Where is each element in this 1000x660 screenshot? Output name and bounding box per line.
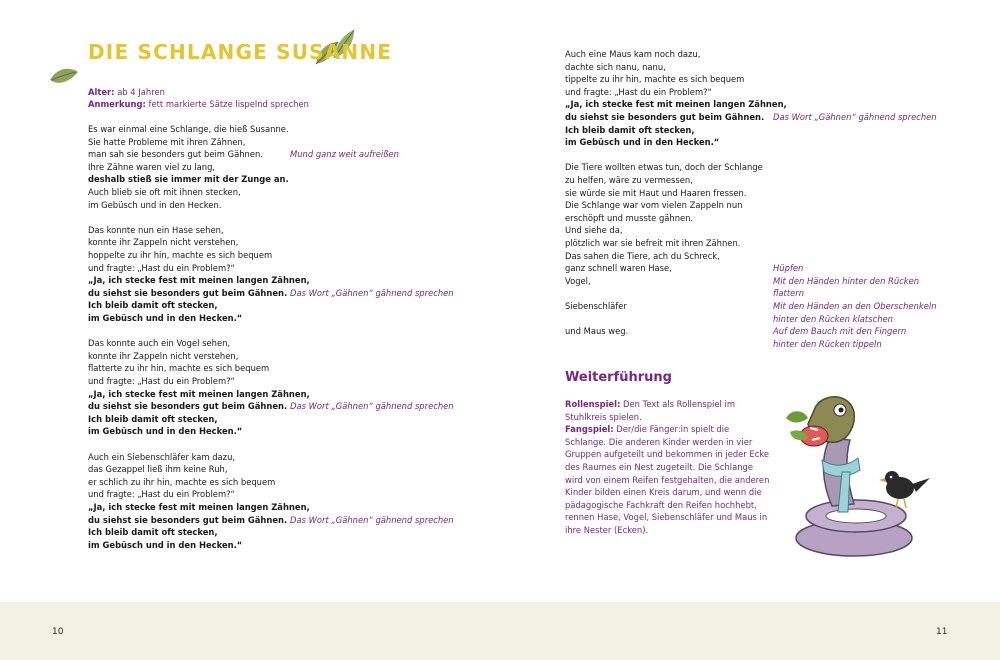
poem-line xyxy=(88,488,310,501)
snake-bird-illustration xyxy=(782,388,942,563)
age-value: ab 4 Jahren xyxy=(117,87,165,97)
poem-line-text: „Ja, ich stecke fest mit meinen langen Zähnen, xyxy=(88,388,310,399)
poem-line-text: deshalb stieß sie immer mit der Zunge an. xyxy=(88,174,289,185)
poem-line-text: du siehst sie besonders gut beim Gähnen. xyxy=(565,111,765,122)
poem-line-text: das Gezappel ließ ihm keine Ruh, xyxy=(88,464,228,475)
poem-line-text: konnte ihr Zappeln nicht verstehen, xyxy=(88,350,239,361)
poem-line-text: Das konnte auch ein Vogel sehen, xyxy=(88,338,231,349)
stage-direction: Mit den Händen an den Oberschenkeln xyxy=(773,301,937,311)
poem-line-text: Das sahen die Tiere, ach du Schreck, xyxy=(565,250,720,261)
note-value: fett markierte Sätze lispelnd sprechen xyxy=(148,99,309,109)
poem-line-text: Das konnte nun ein Hase sehen, xyxy=(88,224,224,235)
stage-direction: Das Wort „Gähnen“ gähnend sprechen xyxy=(773,112,937,122)
poem-line xyxy=(88,161,289,174)
poem-line xyxy=(565,313,763,326)
poem-line xyxy=(565,250,763,263)
poem-line-text: „Ja, ich stecke fest mit meinen langen Zähnen, xyxy=(88,275,310,286)
poem-line-text: zu helfen, wäre zu vermessen, xyxy=(565,174,693,185)
age-line xyxy=(88,86,165,98)
poem-line-text: im Gebüsch und in den Hecken.“ xyxy=(565,137,720,148)
poem-line xyxy=(88,262,310,275)
stage-direction: hinter den Rücken tippeln xyxy=(773,338,882,349)
poem-line-text: Siebenschläfer xyxy=(565,300,627,311)
page-title: DIE SCHLANGE SUSANNE xyxy=(88,40,393,64)
poem-line xyxy=(565,212,763,225)
poem-line-text: Es war einmal eine Schlange, die hieß Susanne. xyxy=(88,124,289,134)
poem-line xyxy=(565,187,763,200)
poem-line xyxy=(565,111,787,124)
poem-line-text: „Ja, ich stecke fest mit meinen langen Zähnen, xyxy=(565,99,787,110)
poem-line-text: hoppelte zu ihr hin, machte es sich bequem xyxy=(88,249,273,260)
poem-line xyxy=(565,338,763,351)
poem-line xyxy=(565,199,763,212)
poem-line-text: und fragte: „Hast du ein Problem?“ xyxy=(88,375,235,386)
page-number-left: 10 xyxy=(52,627,64,637)
fangspiel-label: Fangspiel: xyxy=(565,424,614,435)
poem-line xyxy=(88,287,310,300)
poem-line-text: Die Schlange war vom vielen Zappeln nun xyxy=(565,200,743,211)
poem-line-text: im Gebüsch und in den Hecken.“ xyxy=(88,426,243,437)
poem-line-text: und fragte: „Hast du ein Problem?“ xyxy=(88,489,235,500)
poem-line-text: du siehst sie besonders gut beim Gähnen. xyxy=(88,401,288,412)
poem-line xyxy=(88,375,310,388)
poem-line xyxy=(565,174,763,187)
poem-line-text: Und siehe da, xyxy=(565,225,623,236)
poem-line xyxy=(88,388,310,401)
age-label: Alter: xyxy=(88,87,115,97)
fangspiel-text: Der/die Fänger:in spielt die Schlange. Die anderen Kinder werden in vier Gruppen aufgeteilt und bekommen in jeder Ecke des Raumes ein Nest zugeteilt. Die Schlange wird von einem Reifen festgehalten, die anderen Kinder bilden einen Kreis darum, und wenn die pädagogische Fachkraft den Reifen hochhebt, rennen Hase, Vogel, Siebenschläfer und Maus in ihre Nester (Ecken). xyxy=(565,424,770,535)
stanza xyxy=(565,161,763,350)
poem-line xyxy=(565,48,787,61)
poem-line-text: konnte ihr Zappeln nicht verstehen, xyxy=(88,237,239,248)
poem-line-text: Ich bleib damit oft stecken, xyxy=(565,124,695,135)
poem-line xyxy=(565,161,763,174)
poem-line xyxy=(88,539,310,552)
poem-line xyxy=(88,136,289,149)
poem-line-text: du siehst sie besonders gut beim Gähnen. xyxy=(88,514,288,525)
poem-line xyxy=(565,61,787,74)
poem-line xyxy=(565,98,787,111)
poem-line xyxy=(88,224,310,237)
poem-line-text: Ich bleib damit oft stecken, xyxy=(88,413,218,424)
poem-line xyxy=(88,199,289,212)
poem-line-text: im Gebüsch und in den Hecken. xyxy=(88,199,222,210)
stanza xyxy=(88,337,310,438)
poem-line xyxy=(88,476,310,489)
poem-line-text: Auch blieb sie oft mit ihnen stecken, xyxy=(88,186,241,197)
note-line xyxy=(88,98,309,110)
poem-line xyxy=(565,237,763,250)
poem-line-text: plötzlich war sie befreit mit ihren Zähnen. xyxy=(565,237,741,248)
poem-line xyxy=(88,526,310,539)
stanza xyxy=(88,451,310,552)
poem-line xyxy=(88,123,289,136)
poem-line xyxy=(88,337,310,350)
poem-line-text: Die Tiere wollten etwas tun, doch der Schlange xyxy=(565,162,763,173)
poem-line-text: er schlich zu ihr hin, machte es sich bequem xyxy=(88,476,276,487)
poem-line xyxy=(565,275,763,288)
poem-line-text: Ihre Zähne waren viel zu lang, xyxy=(88,161,216,172)
stage-direction: Mund ganz weit aufreißen xyxy=(290,149,399,160)
poem-line-text: „Ja, ich stecke fest mit meinen langen Zähnen, xyxy=(88,501,310,512)
poem-line-text: tippelte zu ihr hin, machte es sich bequem xyxy=(565,74,745,85)
section-heading-weiterfuehrung: Weiterführung xyxy=(565,370,672,385)
weiterfuehrung-text xyxy=(565,398,770,537)
poem-line-text: Auch eine Maus kam noch dazu, xyxy=(565,49,701,59)
poem-line-text: Sie hatte Probleme mit ihren Zähnen, xyxy=(88,136,246,147)
rollenspiel-label: Rollenspiel: xyxy=(565,399,621,409)
poem-line xyxy=(88,299,310,312)
stage-direction: Hüpfen xyxy=(773,263,804,274)
stage-direction: hinter den Rücken klatschen xyxy=(773,313,893,324)
poem-line xyxy=(565,124,787,137)
poem-line xyxy=(88,413,310,426)
poem-line xyxy=(88,312,310,325)
poem-line-text: Auch ein Siebenschläfer kam dazu, xyxy=(88,451,236,462)
poem-line-text: du siehst sie besonders gut beim Gähnen. xyxy=(88,287,288,298)
stanza xyxy=(88,123,289,211)
poem-line xyxy=(88,451,310,464)
poem-line-text: und fragte: „Hast du ein Problem?“ xyxy=(88,262,235,273)
stage-direction: Auf dem Bauch mit den Fingern xyxy=(773,326,907,337)
poem-line-text: Ich bleib damit oft stecken, xyxy=(88,300,218,311)
poem-line xyxy=(88,173,289,186)
stanza xyxy=(565,48,787,149)
stage-direction: Mit den Händen hinter den Rücken xyxy=(773,275,920,286)
poem-line xyxy=(88,362,310,375)
poem-line-text: ganz schnell waren Hase, xyxy=(565,263,672,274)
poem-line-text: Vogel, xyxy=(565,275,591,286)
poem-line xyxy=(565,73,787,86)
poem-line-text: man sah sie besonders gut beim Gähnen. xyxy=(88,149,263,160)
poem-line xyxy=(88,236,310,249)
poem-line xyxy=(565,86,787,99)
rollenspiel-text: Den Text als Rollenspiel im Stuhlkreis spielen. xyxy=(565,399,735,422)
stage-direction: flattern xyxy=(773,288,805,299)
poem-line xyxy=(88,350,310,363)
poem-line xyxy=(88,425,310,438)
stage-direction: Das Wort „Gähnen“ gähnend sprechen xyxy=(290,514,454,525)
poem-line xyxy=(88,400,310,413)
poem-line xyxy=(565,300,763,313)
stanza xyxy=(88,224,310,325)
leaf-icon xyxy=(48,66,80,88)
poem-line xyxy=(88,148,289,161)
poem-line xyxy=(565,325,763,338)
poem-line xyxy=(565,136,787,149)
poem-line-text: im Gebüsch und in den Hecken.“ xyxy=(88,312,243,323)
poem-line xyxy=(565,287,763,300)
poem-line-text: erschöpft und musste gähnen. xyxy=(565,212,694,223)
stage-direction: Das Wort „Gähnen“ gähnend sprechen xyxy=(290,401,454,412)
poem-line xyxy=(88,186,289,199)
poem-line-text: und fragte: „Hast du ein Problem?“ xyxy=(565,86,712,97)
stage-direction: Das Wort „Gähnen“ gähnend sprechen xyxy=(290,287,454,298)
poem-line-text: und Maus weg. xyxy=(565,326,629,337)
note-label: Anmerkung: xyxy=(88,99,146,109)
poem-line xyxy=(88,501,310,514)
poem-line xyxy=(565,262,763,275)
page-footer-band xyxy=(0,602,1000,660)
poem-line-text: Ich bleib damit oft stecken, xyxy=(88,527,218,538)
page-number-right: 11 xyxy=(936,627,948,637)
poem-line xyxy=(565,224,763,237)
poem-line-text: dachte sich nanu, nanu, xyxy=(565,61,666,72)
poem-line-text: flatterte zu ihr hin, machte es sich bequem xyxy=(88,363,270,374)
poem-line-text: im Gebüsch und in den Hecken.“ xyxy=(88,539,243,550)
poem-line-text: sie würde sie mit Haut und Haaren fressen. xyxy=(565,187,747,198)
poem-line xyxy=(88,274,310,287)
poem-line xyxy=(88,249,310,262)
poem-line xyxy=(88,463,310,476)
poem-line xyxy=(88,514,310,527)
